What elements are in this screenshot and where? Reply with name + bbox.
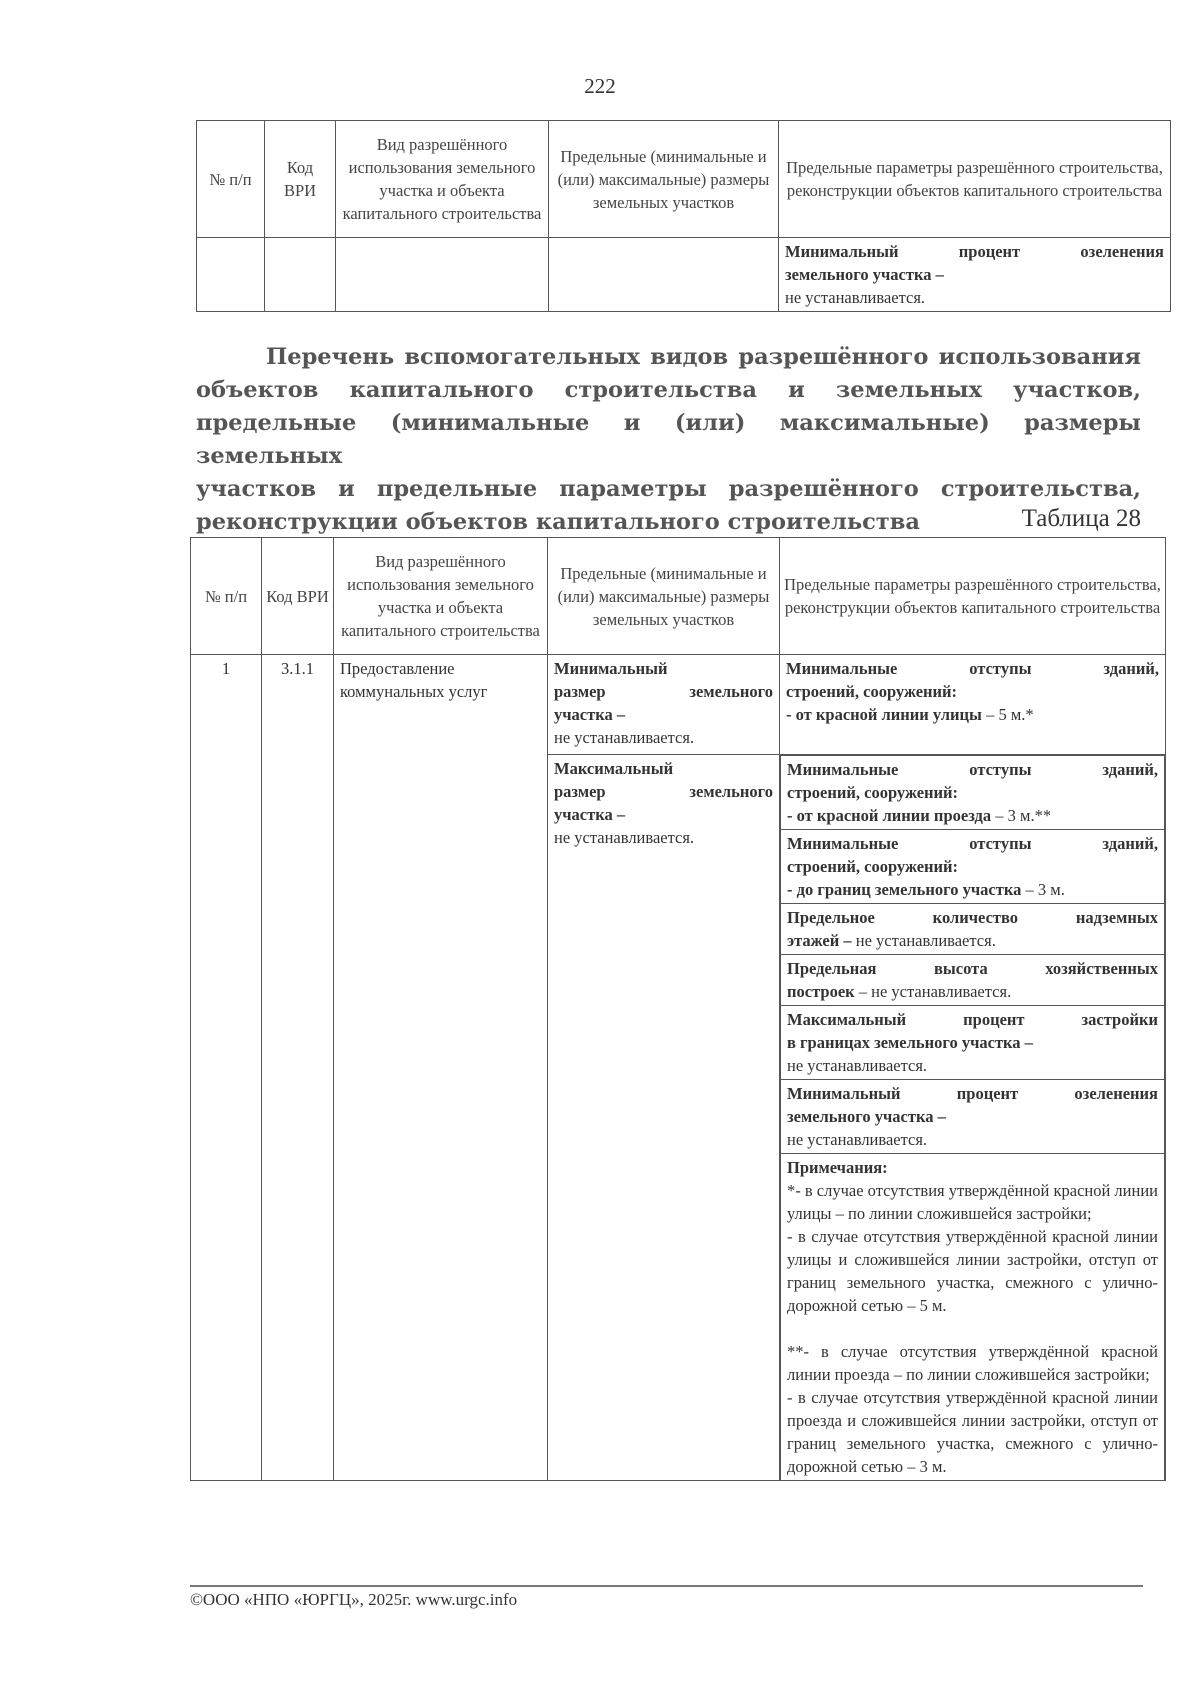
param-title: в границах земельного участка – [787,1033,1033,1052]
param-title: построек [787,982,855,1001]
param-row [781,904,1165,955]
size-title: размер земельного [554,782,773,801]
row-kind: Предоставление коммунальных услуг [334,655,548,1481]
param-row [781,955,1165,1006]
empty-cell [197,238,265,312]
param-value: не устанавливается. [787,1056,928,1075]
note-text: - в случае отсутствия утверждённой красной линии проезда и сложившейся линии застройки, отступ от границ земельного участка, смежного с улично-дорожной сетью – 3 м. [787,1388,1158,1476]
size-title: Минимальный [554,659,668,678]
param-title: Минимальные отступы зданий, [787,760,1158,779]
param-title: - от красной линии улицы [786,705,982,724]
param-cell [781,756,1165,830]
heading-line: участков и предельные параметры разрешённого строительства, [196,476,1141,502]
notes-cell [781,1154,1165,1481]
param-title: - от красной линии проезда [787,806,992,825]
header-params: Предельные параметры разрешённого строительства, реконструкции объектов капитального строительства [779,121,1171,238]
param-row [781,1006,1165,1080]
heading-line: объектов капитального строительства и земельных участков, [196,377,1141,403]
header-row [197,121,1171,238]
size-title: участка – [554,705,626,724]
notes-title: Примечания: [787,1158,888,1177]
header-code: Код ВРИ [262,538,334,655]
param-value: – 3 м. [1021,880,1065,899]
size-title: Максимальный [554,759,674,778]
max-size-cell [548,755,780,1481]
note-text: **- в случае отсутствия утверждённой красной линии проезда – по линии сложившейся застройки; [787,1342,1158,1384]
param-row [781,1080,1165,1154]
empty-cell [549,238,779,312]
table-row [191,655,1166,755]
param-row [781,830,1165,904]
param-row [781,756,1165,830]
param-title: земельного участка – [787,1107,946,1126]
param-cell [781,830,1165,904]
param-title: строений, сооружений: [786,682,958,701]
size-title: участка – [554,805,626,824]
size-value: не устанавливается. [554,828,695,847]
header-params: Предельные параметры разрешённого строительства, реконструкции объектов капитального строительства [780,538,1166,655]
param-cell [781,955,1165,1006]
param-title: Минимальные отступы зданий, [787,834,1158,853]
table-28 [190,537,1166,1481]
header-kind: Вид разрешённого использования земельного участка и объекта капитального строительства [336,121,549,238]
heading-line: Перечень вспомогательных видов разрешённого использования [266,344,1141,370]
section-heading [196,341,1141,539]
param-title: этажей – [787,931,852,950]
param-value: не устанавливается. [787,1130,928,1149]
param-title: строений, сооружений: [787,783,959,802]
param-value: – не устанавливается. [854,982,1012,1001]
header-row [191,538,1166,655]
param-cell [781,1080,1165,1154]
empty-cell [265,238,336,312]
param-title: земельного участка – [785,265,944,284]
footer-copyright: ©ООО «НПО «ЮРГЦ», 2025г. www.urgc.info [190,1590,518,1609]
size-value: не устанавливается. [554,728,695,747]
param-value: не устанавливается. [851,931,996,950]
param-value: – 5 м.* [981,705,1034,724]
table-row [197,238,1171,312]
row-number: 1 [191,655,262,1481]
empty-cell [336,238,549,312]
param-title: Минимальный процент озеленения [787,1084,1158,1103]
header-sizes: Предельные (минимальные и (или) максимальные) размеры земельных участков [548,538,780,655]
footer-divider [190,1585,1143,1587]
heading-line: предельные (минимальные и (или) максимальные) размеры земельных [196,410,1141,469]
param-title: Минимальные отступы зданий, [786,659,1159,678]
heading-line: реконструкции объектов капитального строительства [196,509,920,535]
param-title: Максимальный процент застройки [787,1010,1158,1029]
header-kind: Вид разрешённого использования земельного участка и объекта капитального строительства [334,538,548,655]
params-subtable [780,755,1165,1480]
header-sizes: Предельные (минимальные и (или) максимальные) размеры земельных участков [549,121,779,238]
param-cell [781,1006,1165,1080]
continuation-table [196,120,1171,312]
note-text: *- в случае отсутствия утверждённой красной линии улицы – по линии сложившейся застройки; [787,1181,1158,1223]
table-caption: Таблица 28 [1021,505,1141,532]
param-title: Минимальный процент озеленения [785,242,1164,261]
notes-row [781,1154,1165,1481]
param-value: – 3 м.** [991,806,1052,825]
page-number: 222 [584,74,616,98]
param-title: Предельное количество надземных [787,908,1158,927]
size-title: размер земельного [554,682,773,701]
param-title: строений, сооружений: [787,857,959,876]
params-stack [780,755,1166,1481]
header-code: Код ВРИ [265,121,336,238]
param-cell [779,238,1171,312]
param-value: не устанавливается. [785,288,926,307]
note-text: - в случае отсутствия утверждённой красной линии улицы и сложившейся линии застройки, отступ от границ земельного участка, смежного с улично-дорожной сетью – 5 м. [787,1227,1158,1315]
header-num: № п/п [191,538,262,655]
header-num: № п/п [197,121,265,238]
row-code: 3.1.1 [262,655,334,1481]
min-size-cell [548,655,780,755]
param-cell [780,655,1166,755]
param-cell [781,904,1165,955]
param-title: Предельная высота хозяйственных [787,959,1158,978]
param-title: - до границ земельного участка [787,880,1022,899]
